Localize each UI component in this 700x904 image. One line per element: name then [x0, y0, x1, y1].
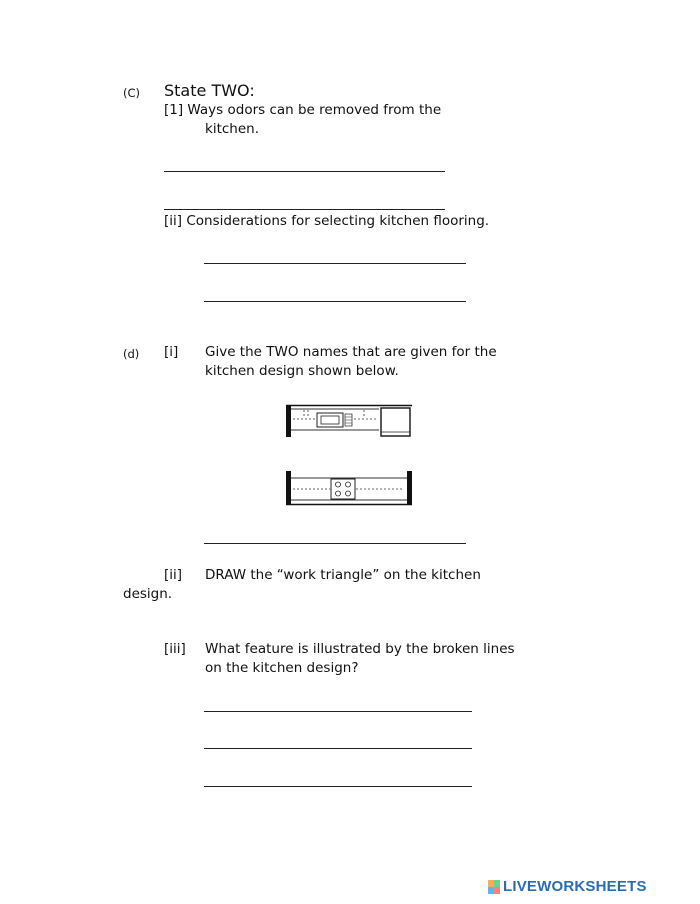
kitchen-plan-lower: [284, 468, 416, 508]
answer-line-c1-a[interactable]: [164, 171, 445, 172]
question-d-i-label: [i]: [164, 344, 179, 360]
lower-left-wall: [286, 471, 291, 505]
question-d-iii-label: [iii]: [164, 641, 186, 657]
upper-left-wall: [286, 405, 291, 437]
answer-line-d-iii-c[interactable]: [204, 786, 472, 787]
part-c-label: (C): [123, 86, 141, 100]
question-c2: [ii] Considerations for selecting kitchen flooring.: [164, 213, 490, 229]
question-d-ii-label: [ii]: [164, 567, 183, 583]
question-d-i-line1: Give the TWO names that are given for the: [205, 344, 497, 360]
state-two-heading: State TWO:: [164, 81, 255, 100]
answer-line-d-iii-a[interactable]: [204, 711, 472, 712]
sink-basin: [321, 416, 339, 424]
answer-line-c2-a[interactable]: [204, 263, 466, 264]
answer-line-c1-b[interactable]: [164, 209, 445, 210]
answer-line-c2-b[interactable]: [204, 301, 466, 302]
answer-line-d-i[interactable]: [204, 543, 466, 544]
answer-line-d-iii-b[interactable]: [204, 748, 472, 749]
question-d-ii-line1: DRAW the “work triangle” on the kitchen: [205, 567, 481, 583]
question-c1-line1: [1] Ways odors can be removed from the: [164, 102, 442, 118]
question-d-iii-line1: What feature is illustrated by the broken lines: [205, 641, 515, 657]
stove: [331, 479, 355, 499]
kitchen-plan-upper: [284, 402, 416, 440]
question-d-ii-line2: design.: [123, 586, 173, 602]
question-d-i-line2: kitchen design shown below.: [205, 363, 399, 379]
question-d-iii-line2: on the kitchen design?: [205, 660, 359, 676]
liveworksheets-logo[interactable]: [488, 878, 647, 895]
part-d-label: (d): [123, 347, 140, 361]
lower-right-wall: [407, 471, 412, 505]
liveworksheets-logo-icon: [488, 880, 500, 894]
question-c1-line2: kitchen.: [205, 121, 259, 137]
liveworksheets-brand-text: LIVEWORKSHEETS: [503, 878, 647, 895]
